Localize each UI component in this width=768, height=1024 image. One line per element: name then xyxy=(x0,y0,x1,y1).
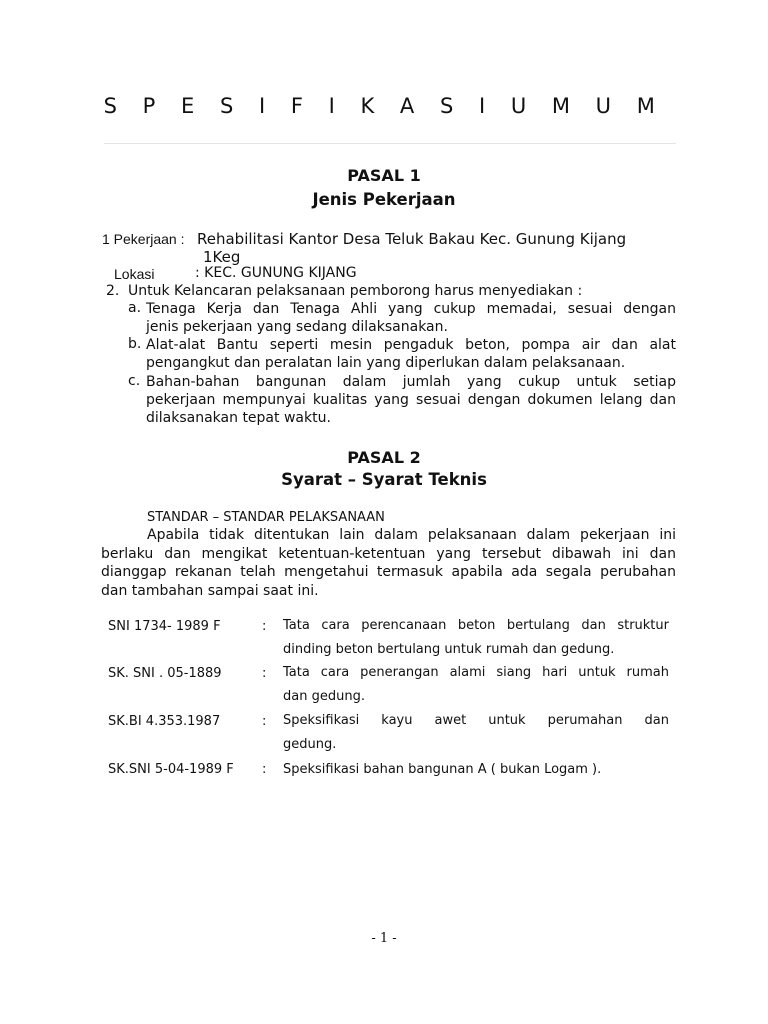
subitem-c-letter: c. xyxy=(128,373,141,389)
pasal-1-heading: PASAL 1 xyxy=(347,166,421,185)
subitem-a-line1: Tenaga Kerja dan Tenaga Ahli yang cukup memadai, sesuai dengan xyxy=(146,301,676,317)
pekerjaan-value: Rehabilitasi Kantor Desa Teluk Bakau Kec. Gunung Kijang xyxy=(197,230,627,248)
pekerjaan-label: 1 Pekerjaan : xyxy=(102,231,185,247)
paragraph-line-3: dianggap rekanan telah mengetahui termasuk apabila ada segala perubahan xyxy=(101,564,676,580)
standard-description-line1: Speksifikasi bahan bangunan A ( bukan Logam ). xyxy=(283,762,602,777)
standard-code: SK.SNI 5-04-1989 F xyxy=(108,762,234,777)
standard-description-line1: Tata cara perencanaan beton bertulang dan struktur xyxy=(283,618,669,633)
paragraph-line-4: dan tambahan sampai saat ini. xyxy=(101,583,319,599)
standard-separator: : xyxy=(262,666,267,681)
standar-section-title: STANDAR – STANDAR PELAKSANAAN xyxy=(147,510,385,525)
item-2-number: 2. xyxy=(106,283,120,299)
subitem-a-line2: jenis pekerjaan yang sedang dilaksanakan. xyxy=(146,319,448,335)
standard-description-line2: gedung. xyxy=(283,737,337,752)
title-divider xyxy=(104,143,676,144)
subitem-b-letter: b. xyxy=(128,336,142,352)
standard-separator: : xyxy=(262,619,267,634)
standard-description-line1: Speksifikasi kayu awet untuk perumahan dan xyxy=(283,713,669,728)
standard-code: SK.BI 4.353.1987 xyxy=(108,714,221,729)
subitem-b-line1: Alat-alat Bantu seperti mesin pengaduk beton, pompa air dan alat xyxy=(146,337,676,353)
subitem-c-line2: pekerjaan mempunyai kualitas yang sesuai dengan dokumen lelang dan xyxy=(146,392,676,408)
standard-description-line1: Tata cara penerangan alami siang hari untuk rumah xyxy=(283,665,669,680)
subitem-c-line1: Bahan-bahan bangunan dalam jumlah yang cukup untuk setiap xyxy=(146,374,676,390)
lokasi-label: Lokasi xyxy=(114,266,155,282)
page-number: - 1 - xyxy=(371,931,397,946)
lokasi-value: : KEC. GUNUNG KIJANG xyxy=(195,265,357,281)
pasal-2-heading: PASAL 2 xyxy=(347,448,421,467)
pasal-2-subheading: Syarat – Syarat Teknis xyxy=(281,470,487,489)
paragraph-line-1: Apabila tidak ditentukan lain dalam pelaksanaan dalam pekerjaan ini xyxy=(147,527,676,543)
document-title: S P E S I F I K A S I U M U M xyxy=(103,94,665,118)
standard-description-line2: dan gedung. xyxy=(283,689,365,704)
subitem-a-letter: a. xyxy=(128,300,142,316)
paragraph-line-2: berlaku dan mengikat ketentuan-ketentuan yang tersebut dibawah ini dan xyxy=(101,546,676,562)
standard-code: SNI 1734- 1989 F xyxy=(108,619,221,634)
pasal-1-subheading: Jenis Pekerjaan xyxy=(312,190,456,209)
subitem-b-line2: pengangkut dan peralatan lain yang diperlukan dalam pelaksanaan. xyxy=(146,355,626,371)
standard-separator: : xyxy=(262,762,267,777)
standard-description-line2: dinding beton bertulang untuk rumah dan gedung. xyxy=(283,642,615,657)
subitem-c-line3: dilaksanakan tepat waktu. xyxy=(146,410,331,426)
standard-code: SK. SNI . 05-1889 xyxy=(108,666,222,681)
item-2-text: Untuk Kelancaran pelaksanaan pemborong harus menyediakan : xyxy=(128,283,583,299)
pekerjaan-quantity: 1Keg xyxy=(203,248,241,266)
standard-separator: : xyxy=(262,714,267,729)
